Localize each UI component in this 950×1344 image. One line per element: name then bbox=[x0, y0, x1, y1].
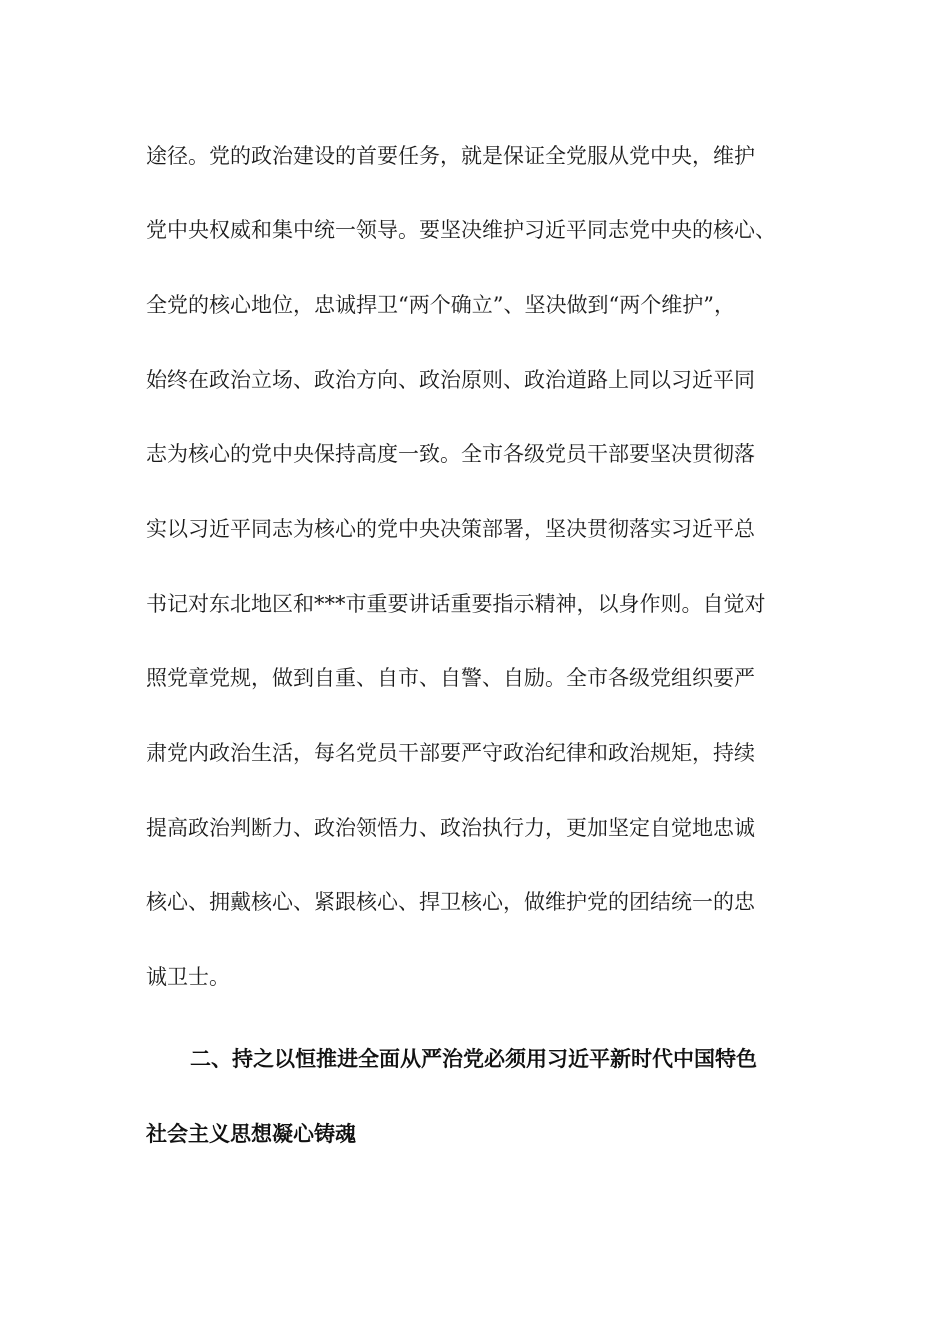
body-line: 党中央权威和集中统一领导。要坚决维护习近平同志党中央的核心、 bbox=[146, 218, 776, 242]
body-line: 全党的核心地位，忠诚捍卫“两个确立”、坚决做到“两个维护”， bbox=[146, 293, 735, 317]
section-heading-line: 二、持之以恒推进全面从严治党必须用习近平新时代中国特色 bbox=[190, 1047, 757, 1071]
body-line: 肃党内政治生活，每名党员干部要严守政治纪律和政治规矩，持续 bbox=[146, 741, 755, 765]
body-line: 志为核心的党中央保持高度一致。全市各级党员干部要坚决贯彻落 bbox=[146, 442, 755, 466]
body-line: 始终在政治立场、政治方向、政治原则、政治道路上同以习近平同 bbox=[146, 368, 755, 392]
body-line: 途径。党的政治建设的首要任务，就是保证全党服从党中央，维护 bbox=[146, 144, 755, 168]
body-line: 照党章党规，做到自重、自市、自警、自励。全市各级党组织要严 bbox=[146, 666, 755, 690]
body-line: 实以习近平同志为核心的党中央决策部署，坚决贯彻落实习近平总 bbox=[146, 517, 755, 541]
body-line: 核心、拥戴核心、紧跟核心、捍卫核心，做维护党的团结统一的忠 bbox=[146, 890, 755, 914]
body-line: 书记对东北地区和***市重要讲话重要指示精神，以身作则。自觉对 bbox=[146, 592, 766, 616]
section-heading-line: 社会主义思想凝心铸魂 bbox=[146, 1122, 356, 1146]
body-line: 诚卫士。 bbox=[146, 965, 230, 989]
body-line: 提高政治判断力、政治领悟力、政治执行力，更加坚定自觉地忠诚 bbox=[146, 816, 755, 840]
